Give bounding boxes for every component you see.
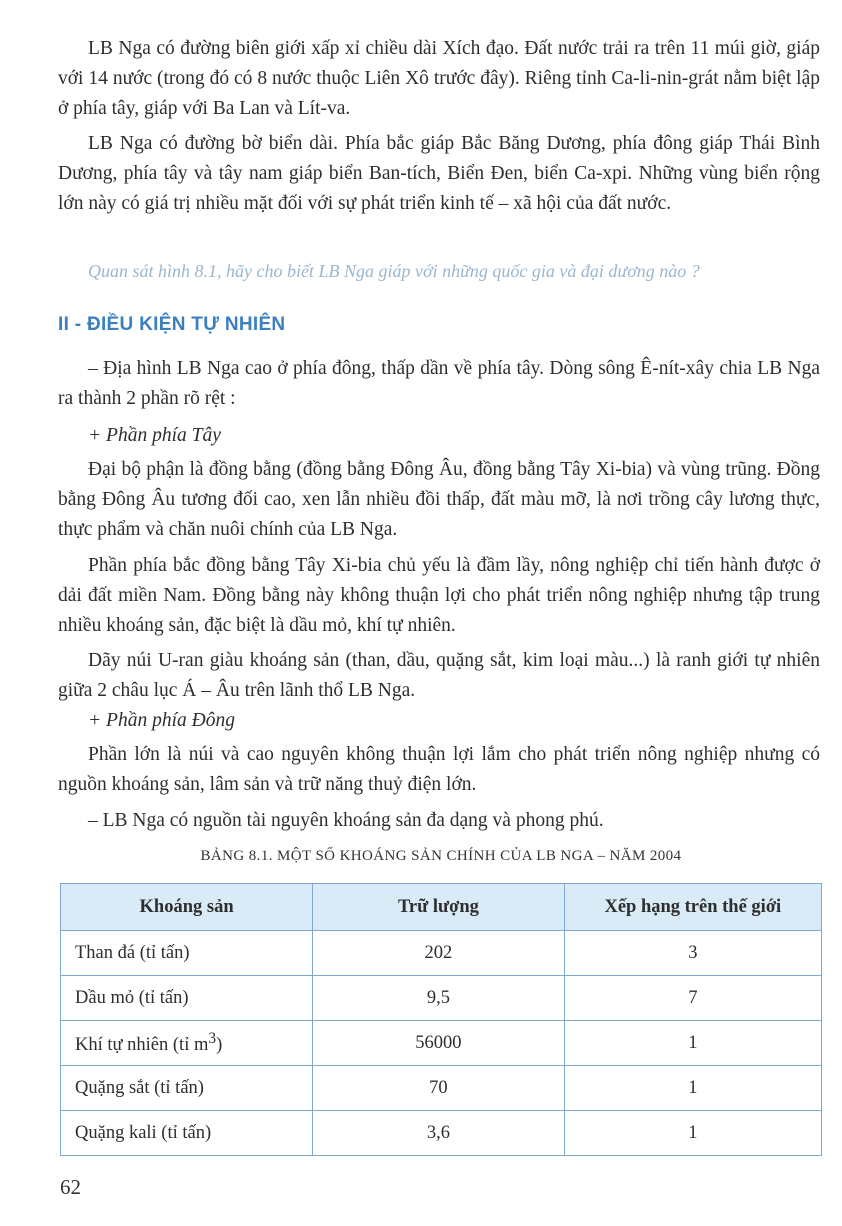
page-number: 62 <box>60 1175 81 1199</box>
minerals-table <box>60 883 822 1156</box>
mineral-rank: 1 <box>564 1021 821 1066</box>
table-row <box>61 931 822 976</box>
mineral-reserve: 56000 <box>313 1021 565 1066</box>
mineral-name: Dầu mỏ (tỉ tấn) <box>61 976 313 1021</box>
table-caption: BẢNG 8.1. MỘT SỐ KHOÁNG SẢN CHÍNH CỦA LB NGA – NĂM 2004 <box>200 848 682 864</box>
mineral-rank: 3 <box>564 931 821 976</box>
mineral-name: Quặng kali (tỉ tấn) <box>61 1111 313 1156</box>
mineral-name-superscript: 3 <box>208 1029 217 1047</box>
table-row <box>61 1021 822 1066</box>
mineral-name: Quặng sắt (tỉ tấn) <box>61 1066 313 1111</box>
table-row <box>61 976 822 1021</box>
mineral-rank: 1 <box>564 1111 821 1156</box>
ural-paragraph: Dãy núi U-ran giàu khoáng sản (than, dầu, quặng sắt, kim loại màu...) là ranh giới tự nhiên giữa 2 châu lục Á – Âu trên lãnh thổ LB Nga. <box>58 650 820 701</box>
terrain-paragraph: – Địa hình LB Nga cao ở phía đông, thấp dần về phía tây. Dòng sông Ê-nít-xây chia LB Nga ra thành 2 phần rõ rệt : <box>58 358 820 409</box>
table-row <box>61 1066 822 1111</box>
mineral-name: Than đá (tỉ tấn) <box>61 931 313 976</box>
header-mineral: Khoáng sản <box>61 884 313 931</box>
west-siberia-paragraph: Phần phía bắc đồng bằng Tây Xi-bia chủ yếu là đầm lầy, nông nghiệp chỉ tiến hành được ở dải đất miền Nam. Đồng bằng này không thuận lợi cho phát triển nông nghiệp nhưng tập trung nhiều khoáng sản, đặc biệt là dầu mỏ, khí tự nhiên. <box>58 555 820 636</box>
west-heading: + Phần phía Tây <box>88 425 221 446</box>
intro-paragraph-borders: LB Nga có đường biên giới xấp xỉ chiều dài Xích đạo. Đất nước trải ra trên 11 múi giờ, giáp với 14 nước (trong đó có 8 nước thuộc Liên Xô trước đây). Riêng tỉnh Ca-li-nin-grát nằm biệt lập ở phía tây, giáp với Ba Lan và Lít-va. <box>58 38 820 119</box>
resources-paragraph: – LB Nga có nguồn tài nguyên khoáng sản đa dạng và phong phú. <box>88 810 604 831</box>
mineral-rank: 7 <box>564 976 821 1021</box>
section-title: II - ĐIỀU KIỆN TỰ NHIÊN <box>58 314 286 335</box>
map-question: Quan sát hình 8.1, hãy cho biết LB Nga giáp với những quốc gia và đại dương nào ? <box>88 261 700 281</box>
header-rank: Xếp hạng trên thế giới <box>564 884 821 931</box>
mineral-name-suffix: ) <box>216 1035 223 1056</box>
header-reserve: Trữ lượng <box>313 884 565 931</box>
east-paragraph: Phần lớn là núi và cao nguyên không thuận lợi lắm cho phát triển nông nghiệp nhưng có nguồn khoáng sản, lâm sản và trữ năng thuỷ điện lớn. <box>58 744 820 795</box>
mineral-reserve: 202 <box>313 931 565 976</box>
mineral-name-prefix: Khí tự nhiên (tỉ m <box>75 1035 209 1056</box>
intro-paragraph-coastline: LB Nga có đường bờ biển dài. Phía bắc giáp Bắc Băng Dương, phía đông giáp Thái Bình Dương, phía tây và tây nam giáp biển Ban-tích, Biển Đen, biển Ca-xpi. Những vùng biển rộng lớn này có giá trị nhiều mặt đối với sự phát triển kinh tế – xã hội của đất nước. <box>58 133 820 214</box>
west-plains-paragraph: Đại bộ phận là đồng bằng (đồng bằng Đông Âu, đồng bằng Tây Xi-bia) và vùng trũng. Đồng bằng Đông Âu tương đối cao, xen lẫn nhiều đồi thấp, đất màu mỡ, là nơi trồng cây lương thực, thực phẩm và chăn nuôi chính của LB Nga. <box>58 459 820 540</box>
table-header-row <box>61 884 822 931</box>
table-row <box>61 1111 822 1156</box>
east-heading: + Phần phía Đông <box>88 710 235 731</box>
mineral-rank: 1 <box>564 1066 821 1111</box>
mineral-reserve: 3,6 <box>313 1111 565 1156</box>
mineral-reserve: 9,5 <box>313 976 565 1021</box>
mineral-reserve: 70 <box>313 1066 565 1111</box>
mineral-name <box>61 1021 313 1066</box>
